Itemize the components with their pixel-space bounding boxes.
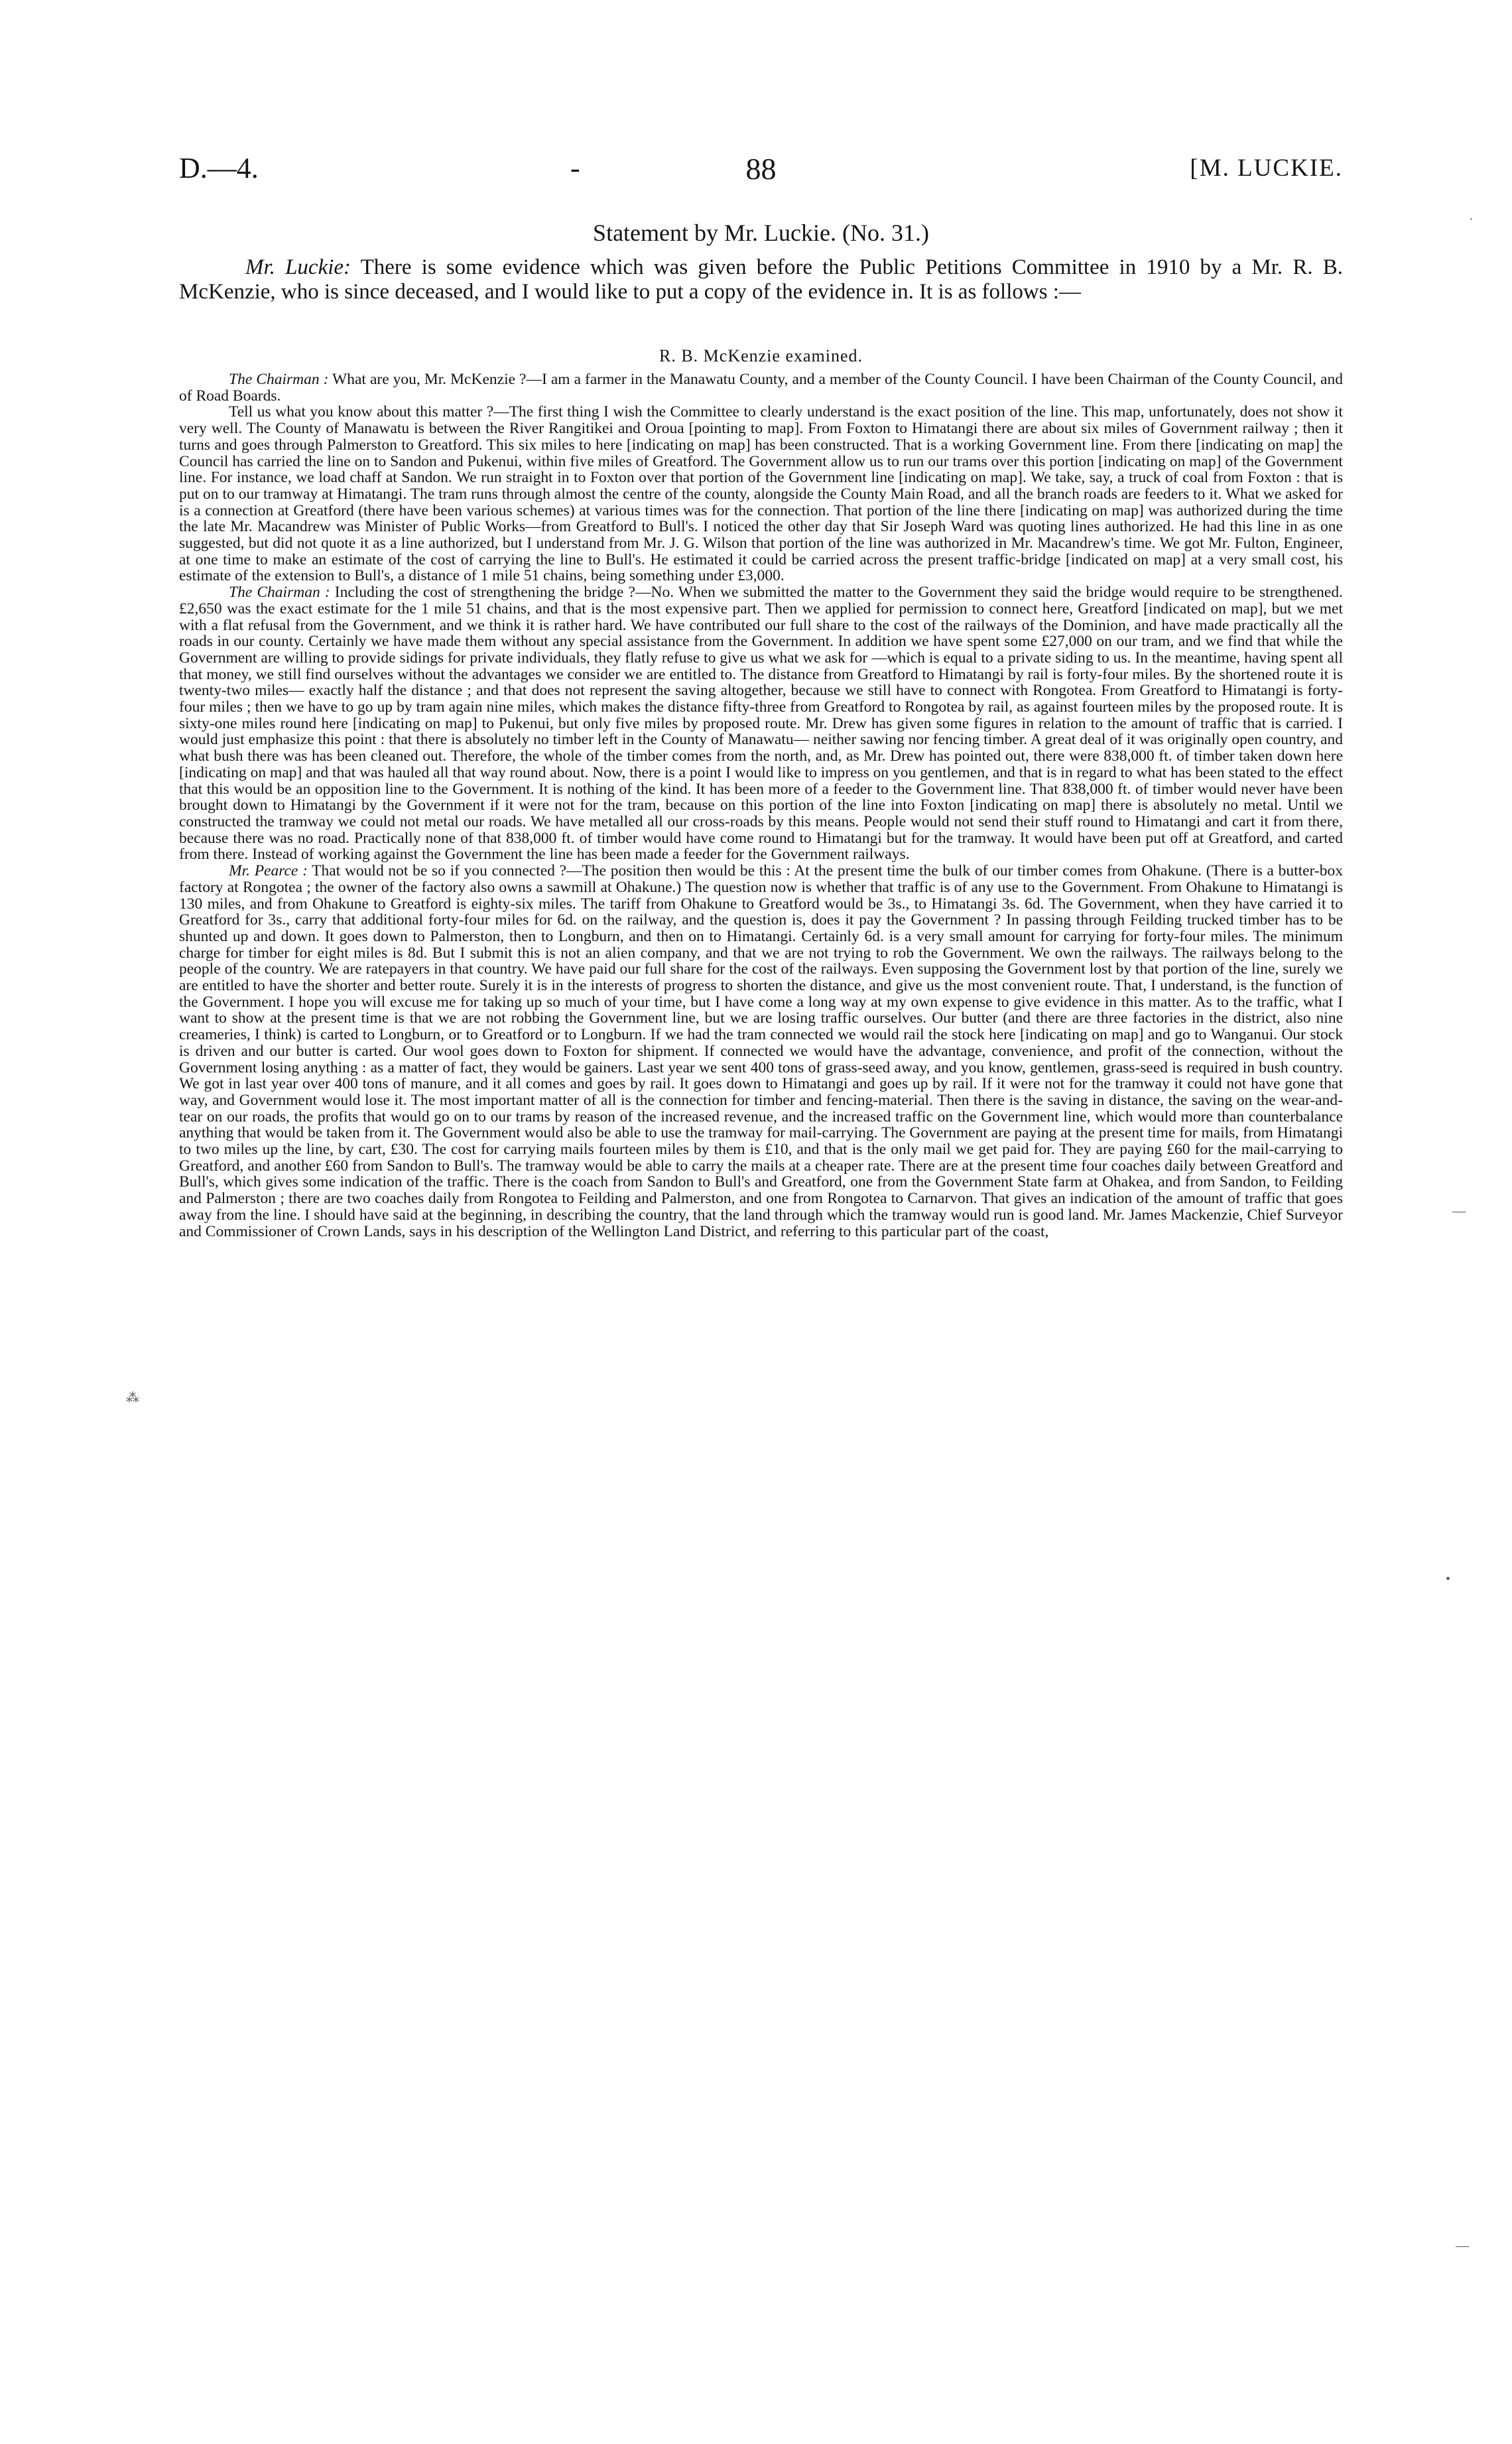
page-number: 88 (745, 152, 777, 186)
paragraph-speaker: The Chairman : (229, 584, 330, 602)
intro-speaker: Mr. Luckie: (245, 255, 351, 279)
intro-text: There is some evidence which was given before the Public Petitions Committee in 1910 by a Mr. R. B. McKenzie, who is since deceased, and I would like to put a copy of the evidence in. It is as follows :— (179, 255, 1343, 304)
intro-paragraph (179, 255, 1343, 304)
scan-speck: · (1469, 212, 1474, 227)
examination-heading: R. B. McKenzie examined. (659, 346, 863, 365)
running-header (179, 151, 1343, 191)
header-dash: - (570, 152, 580, 184)
speaker-reference: [M. LUCKIE. (1190, 155, 1343, 182)
document-page (179, 0, 1343, 2444)
scan-speck: ⁂ (126, 1391, 139, 1405)
scan-speck: — (1456, 2238, 1469, 2253)
evidence-paragraph (179, 371, 1343, 404)
statement-title: Statement by Mr. Luckie. (No. 31.) (593, 220, 929, 246)
paragraph-text: That would not be so if you connected ?—The position then would be this : At the present time the bulk of our timber comes from Ohakune. (There is a butter-box factory at Rongotea ; the owner of the factory also owns a sawmill at Ohakune.) The question now is whether that traffic is of any use to the Government. From Ohakune to Himatangi is 130 miles, and from Ohakune to Greatford is eighty-six miles. The tariff from Ohakune to Greatford would be 3s., to Himatangi 3s. 6d. The Government, when they have carried it to Greatford for 3s., carry that additional forty-four miles for 6d. on the railway, and the question is, does it pay the Government ? In passing through Feilding trucked timber has to be shunted up and down. It goes down to Palmerston, then to Longburn, and then on to Himatangi. Certainly 6d. is a very small amount for carrying for forty-four miles. The minimum charge for timber for eight miles is 8d. But I submit this is not an alien company, and that we are not trying to rob the Government. We own the railways. The railways belong to the people of the country. We are ratepayers in that country. We have paid our full share for the cost of the railways. Even supposing the Government lost by that portion of the line, surely we are entitled to have the shorter and better route. Surely it is in the interests of progress to shorten the distance, and give us the most convenient route. That, I understand, is the function of the Government. I hope you will excuse me for taking up so much of your time, but I have come a long way at my own expense to give evidence in this matter. As to the traffic, what I want to show at the present time is that we are not robbing the Government line, but we are losing traffic ourselves. Our butter (and there are three factories in the district, also nine creameries, I think) is carted to Longburn, or to Greatford or to Longburn. If we had the tram connected we would rail the stock here [indicating on map] and go to Wanganui. Our stock is driven and our butter is carted. Our wool goes down to Foxton for shipment. If connected we would have the advantage, convenience, and profit of the connection, without the Government losing anything : as a matter of fact, they would be gainers. Last year we sent 400 tons of grass-seed away, and you know, gentlemen, grass-seed is required in bush country. We got in last year over 400 tons of manure, and it all comes and goes by rail. It goes down to Himatangi and goes up by rail. If it were not for the tramway it could not have gone that way, and Government would lose it. The most important matter of all is the connection for timber and fencing-material. Then there is the saving in distance, the saving on the wear-and-tear on our roads, the profits that would go on to our trams by reason of the increased revenue, and the increased traffic on the Government line, which would more than counterbalance anything that would be taken from it. The Government would also be able to use the tramway for mail-carrying. The Government are paying at the present time for mails, from Himatangi to two miles up the line, by cart, £30. The cost for carrying mails fourteen miles by them is £10, and that is the only mail we get paid for. They are paying £60 for the mail-carrying to Greatford, and another £60 from Sandon to Bull's. The tramway would be able to carry the mails at a cheaper rate. There are at the present time four coaches daily between Greatford and Bull's, which gives some indication of the traffic. There is the coach from Sandon to Bull's and Greatford, one from the Government State farm at Ohakea, and from Sandon, to Feilding and Palmerston ; there are two coaches daily from Rongotea to Feilding and Palmerston, and one from Rongotea to Carnarvon. That gives an indication of the amount of traffic that goes away from the line. I should have said at the beginning, in describing the country, that the land through which the tramway would run is good land. Mr. James Mackenzie, Chief Surveyor and Commissioner of Crown Lands, says in his description of the Wellington Land District, and referring to this particular part of the coast, (179, 862, 1343, 1240)
evidence-paragraph (179, 863, 1343, 1240)
scan-speck: • (1446, 1572, 1451, 1586)
scan-speck: — (1452, 1204, 1466, 1218)
evidence-body (179, 371, 1343, 1240)
paragraph-speaker: Mr. Pearce : (229, 862, 308, 880)
paragraph-text: Tell us what you know about this matter ?—The first thing I wish the Committee to clearly understand is the exact position of the line. This map, unfortunately, does not show it very well. The County of Manawatu is between the River Rangitikei and Oroua [pointing to map]. From Foxton to Himatangi there are about six miles of Government railway ; then it turns and goes through Palmerston to Greatford. This six miles to here [indicating on map] has been constructed. That is a working Government line. From there [indicating on map] the Council has carried the line on to Sandon and Pukenui, within five miles of Greatford. The Government allow us to run our trams over this portion [indicating on map] of the Government line. For instance, we load chaff at Sandon. We run straight in to Foxton over that portion of the Government line [indicating on map]. We take, say, a truck of coal from Foxton : that is put on to our tramway at Himatangi. The tram runs through almost the centre of the county, alongside the County Main Road, and all the branch roads are feeders to it. What we asked for is a connection at Greatford (there have been various schemes) at various times was for the connection. That portion of the line there [indicating on map] was authorized during the time the late Mr. Macandrew was Minister of Public Works—from Greatford to Bull's. I noticed the other day that Sir Joseph Ward was quoting lines authorized. He had this line in as one suggested, but did not quote it as a line authorized, but I understand from Mr. J. G. Wilson that portion of the line was authorized in Mr. Macandrew's time. We got Mr. Fulton, Engineer, at one time to make an estimate of the cost of carrying the line to Bull's. He estimated it could be carried across the present traffic-bridge [indicated on map] at a very small cost, his estimate of the extension to Bull's, a distance of 1 mile 51 chains, being something under £3,000. (179, 403, 1343, 585)
document-reference: D.—4. (179, 152, 259, 184)
paragraph-speaker: The Chairman : (229, 371, 329, 388)
evidence-paragraph (179, 404, 1343, 584)
evidence-paragraph (179, 584, 1343, 863)
paragraph-text: Including the cost of strengthening the bridge ?—No. When we submitted the matter to the Government they said the bridge would require to be strengthened. £2,650 was the exact estimate for the 1 mile 51 chains, and that is the most expensive part. Then we applied for permission to connect here, Greatford [indicated on map], but we met with a flat refusal from the Government, and we think it is rather hard. We have contributed our full share to the cost of the railways of the Dominion, and have made practically all the roads in our county. Certainly we have made them without any special assistance from the Government. In addition we have spent some £27,000 on our tram, and we find that while the Government are willing to provide sidings for private individuals, they flatly refuse to give us what we ask for —which is equal to a private siding to us. In the meantime, having spent all that money, we still find ourselves without the advantages we consider we are entitled to. The distance from Greatford to Himatangi by rail is forty-four miles. By the shortened route it is twenty-two miles— exactly half the distance ; and that does not represent the saving altogether, because we still have to connect with Rongotea. From Greatford to Himatangi is forty-four miles ; then we have to go up by tram again nine miles, which makes the distance fifty-three from Greatford to Rongotea by rail, as against fourteen miles by the proposed route. It is sixty-one miles round here [indicating on map] to Pukenui, but only five miles by proposed route. Mr. Drew has given some figures in relation to the amount of traffic that is carried. I would just emphasize this point : that there is absolutely no timber left in the County of Manawatu— neither sawing nor fencing timber. A great deal of it was originally open country, and what bush there was has been cleaned out. Therefore, the whole of the timber comes from the north, and, as Mr. Drew has pointed out, there were 838,000 ft. of timber taken down here [indicating on map] and that was hauled all that way round about. Now, there is a point I would like to impress on you gentlemen, and that is in regard to what has been stated to the effect that this would be an opposition line to the Government. It is nothing of the kind. It has been more of a feeder to the Government line. That 838,000 ft. of timber would never have been brought down to Himatangi by the Government if it were not for the tram, because on this portion of the line into Foxton [indicating on map] there is absolutely no metal. Until we constructed the tramway we could not metal our roads. We have metalled all our cross-roads by this means. People would not send their stuff round to Himatangi and cart it from there, because there was no road. Practically none of that 838,000 ft. of timber would have come round to Himatangi but for the tramway. It would have been put off at Greatford, and carted from there. Instead of working against the Government the line has been made a feeder for the Government railways. (179, 584, 1343, 864)
paragraph-text: What are you, Mr. McKenzie ?—I am a farmer in the Manawatu County, and a member of the County Council. I have been Chairman of the County Council, and of Road Boards. (179, 371, 1343, 405)
